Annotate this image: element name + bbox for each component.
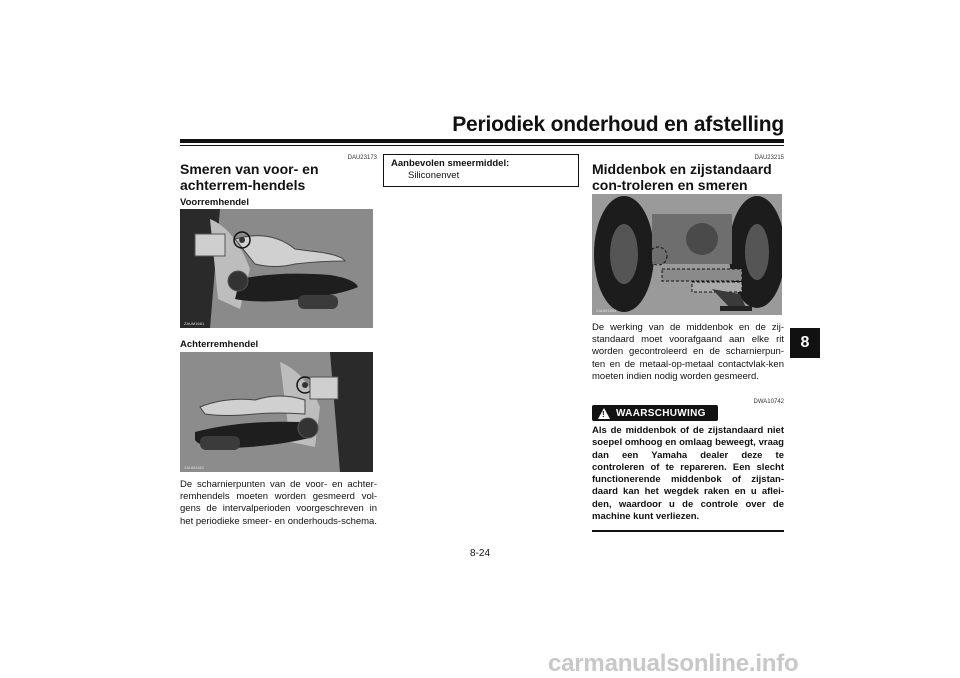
right-body-text: De werking van de middenbok en de zij-standaard moet voorafgaand aan elke rit worden gecontroleerd en de scharnierpun-ten en de metaal-op-metaal contactvlak-ken moeten indien nodig worden gesmeerd. (592, 322, 784, 382)
warning-end-rule (592, 530, 784, 532)
subheading-achterremhendel: Achterremhendel (180, 339, 259, 350)
photo-rear-brake-lever (180, 352, 373, 472)
watermark: carmanualsonline.info (548, 650, 799, 677)
photo-front-brake-lever (180, 209, 373, 328)
chapter-tab: 8 (790, 328, 820, 358)
lubricant-box-title: Aanbevolen smeermiddel: (391, 158, 510, 169)
section-code-left: DAU23173 (347, 155, 377, 161)
section-heading-left: Smeren van voor- en achterrem-hendels (180, 161, 319, 193)
header-rule (180, 139, 784, 143)
section-heading-right: Middenbok en zijstandaard con-troleren en smeren (592, 161, 772, 193)
left-body-text: De scharnierpunten van de voor- en achter-remhendels moeten worden gesmeerd vol-gens de intervalperioden voorgeschreven in het periodieke smeer- en onderhouds-schema. (180, 479, 377, 527)
image-code-2: ZAUM1662 (184, 465, 205, 470)
image-code-3: ZAUM1663 (596, 308, 617, 313)
subheading-voorremhendel: Voorremhendel (180, 197, 249, 208)
page-header-title: Periodiek onderhoud en afstelling (452, 113, 784, 136)
header-rule-thin (180, 145, 784, 146)
warning-text: Als de middenbok of de zijstandaard niet soepel omhoog en omlaag beweegt, vraag dan een Yamaha dealer deze te controleren of te repareren. Een slecht functionerende middenbok of zijstan-daard kan het wegdek raken en u aflei-den, waardoor u de controle over de machine kunt verliezen. (592, 425, 784, 523)
recommended-lubricant-box (383, 154, 579, 187)
page-number: 8-24 (469, 548, 490, 559)
image-code-1: ZAUM1661 (184, 321, 205, 326)
lubricant-box-value: Siliconenvet (408, 170, 460, 181)
warning-code: DWA10742 (753, 399, 784, 405)
section-code-right: DAU23215 (754, 155, 784, 161)
warning-badge (592, 405, 718, 421)
warning-triangle-icon: ! (598, 408, 610, 419)
warning-label: WAARSCHUWING (616, 407, 706, 419)
photo-center-stand (592, 194, 782, 315)
